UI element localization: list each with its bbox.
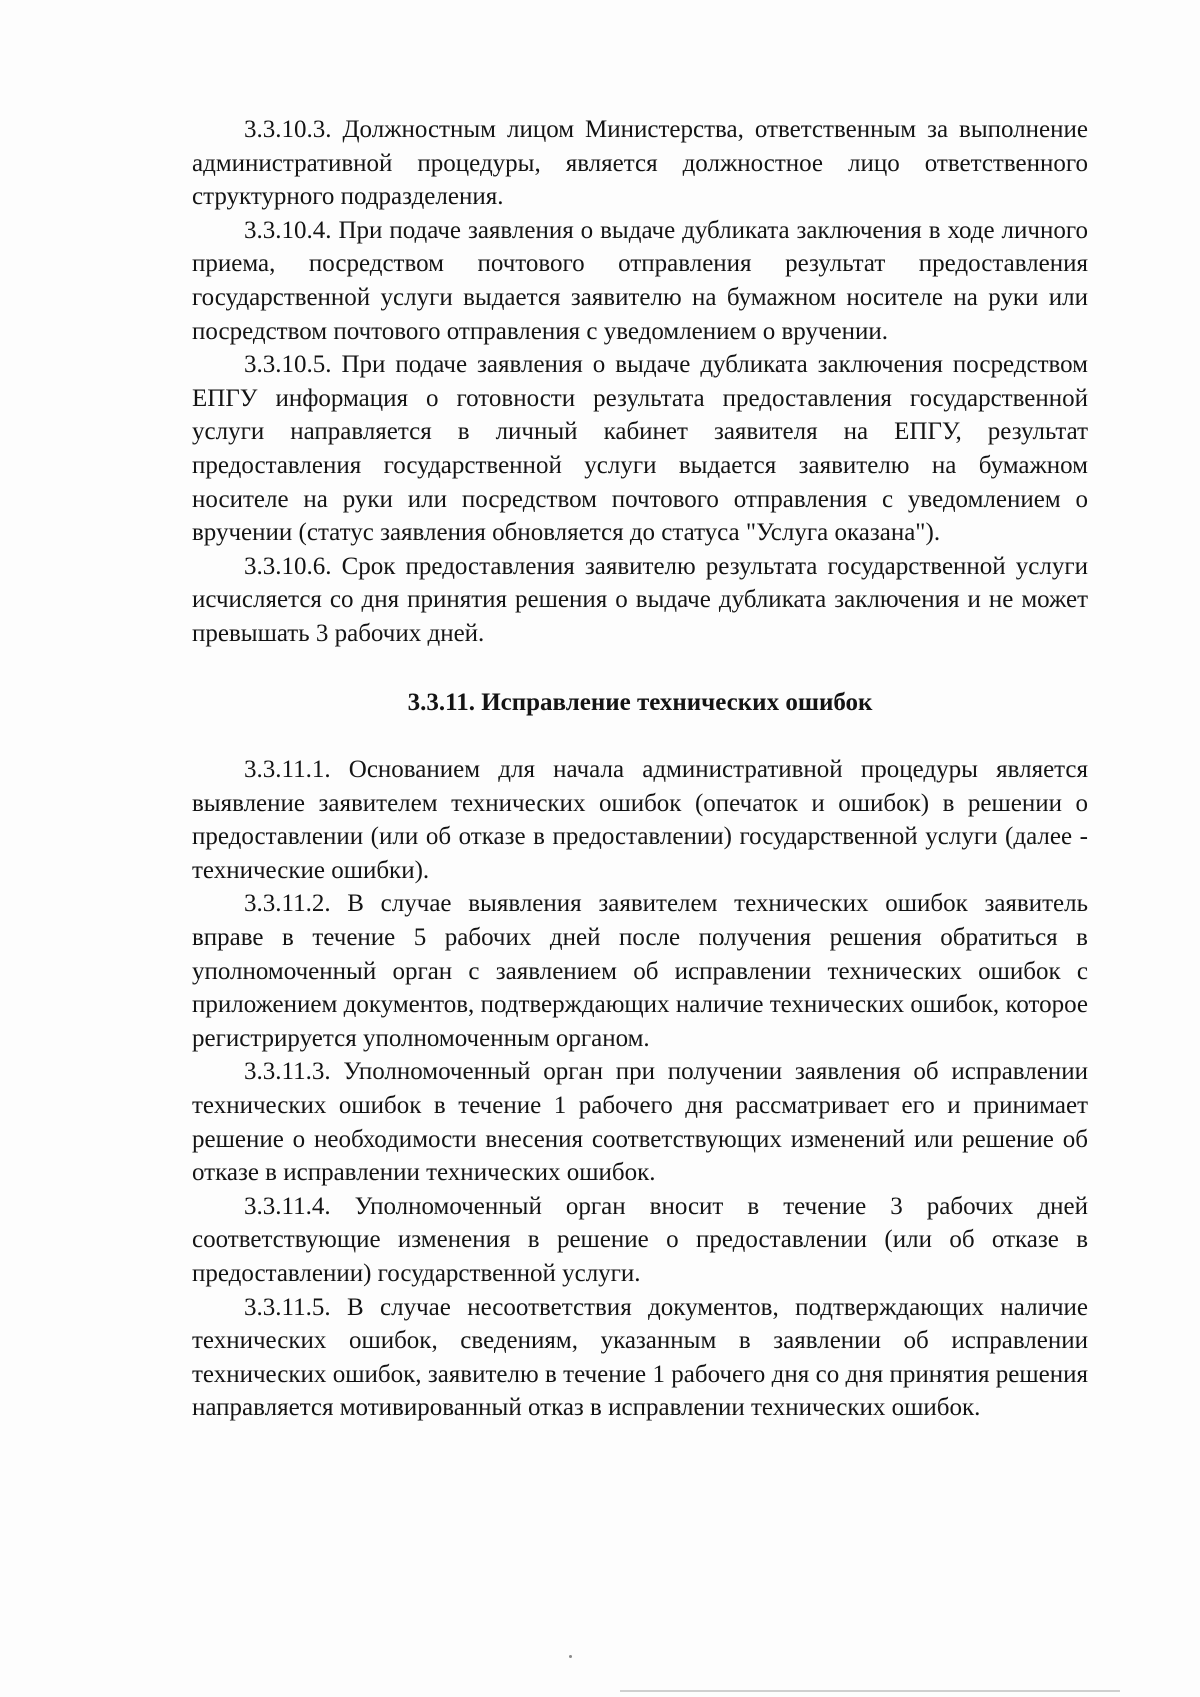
- scan-speck: [569, 1655, 572, 1658]
- paragraph-3-3-11-1: 3.3.11.1. Основанием для начала административной процедуры является выявление заявителем технических ошибок (опечаток и ошибок) в решении о предоставлении (или об отказе в предоставлении) государственной услуги (далее - технические ошибки).: [192, 756, 1088, 884]
- scan-edge-line: [620, 1690, 1120, 1692]
- paragraph-3-3-10-5: 3.3.10.5. При подаче заявления о выдаче дубликата заключения посредством ЕПГУ информация о готовности результата предоставления государственной услуги направляется в личный кабинет заявителя на ЕПГУ, результат предоставления государственной услуги выдается заявителю на бумажном носителе на руки или посредством почтового отправления с уведомлением о вручении (статус заявления обновляется до статуса "Услуга оказана").: [192, 351, 1088, 547]
- paragraph-3-3-10-3: 3.3.10.3. Должностным лицом Министерства, ответственным за выполнение административной процедуры, является должностное лицо ответственного структурного подразделения.: [192, 116, 1088, 211]
- section-heading-3-3-11: 3.3.11. Исправление технических ошибок: [407, 688, 873, 716]
- document-body: [192, 113, 1088, 1425]
- paragraph-3-3-11-5: 3.3.11.5. В случае несоответствия документов, подтверждающих наличие технических ошибок, сведениям, указанным в заявлении об исправлении технических ошибок, заявителю в течение 1 рабочего дня со дня принятия решения направляется мотивированный отказ в исправлении технических ошибок.: [192, 1293, 1088, 1422]
- paragraph-3-3-11-3: 3.3.11.3. Уполномоченный орган при получении заявления об исправлении технических ошибок в течение 1 рабочего дня рассматривает его и принимает решение о необходимости внесения соответствующих изменений или решение об отказе в исправлении технических ошибок.: [192, 1058, 1088, 1187]
- paragraph-3-3-10-6: 3.3.10.6. Срок предоставления заявителю результата государственной услуги исчисляется со дня принятия решения о выдаче дубликата заключения и не может превышать 3 рабочих дней.: [192, 552, 1088, 647]
- paragraph-3-3-10-4: 3.3.10.4. При подаче заявления о выдаче дубликата заключения в ходе личного приема, посредством почтового отправления результат предоставления государственной услуги выдается заявителю на бумажном носителе на руки или посредством почтового отправления с уведомлением о вручении.: [192, 216, 1088, 345]
- paragraph-3-3-11-4: 3.3.11.4. Уполномоченный орган вносит в течение 3 рабочих дней соответствующие изменения в решение о предоставлении (или об отказе в предоставлении) государственной услуги.: [192, 1192, 1088, 1287]
- paragraph-3-3-11-2: 3.3.11.2. В случае выявления заявителем технических ошибок заявитель вправе в течение 5 рабочих дней после получения решения обратиться в уполномоченный орган с заявлением об исправлении технических ошибок с приложением документов, подтверждающих наличие технических ошибок, которое регистрируется уполномоченным органом.: [192, 890, 1088, 1052]
